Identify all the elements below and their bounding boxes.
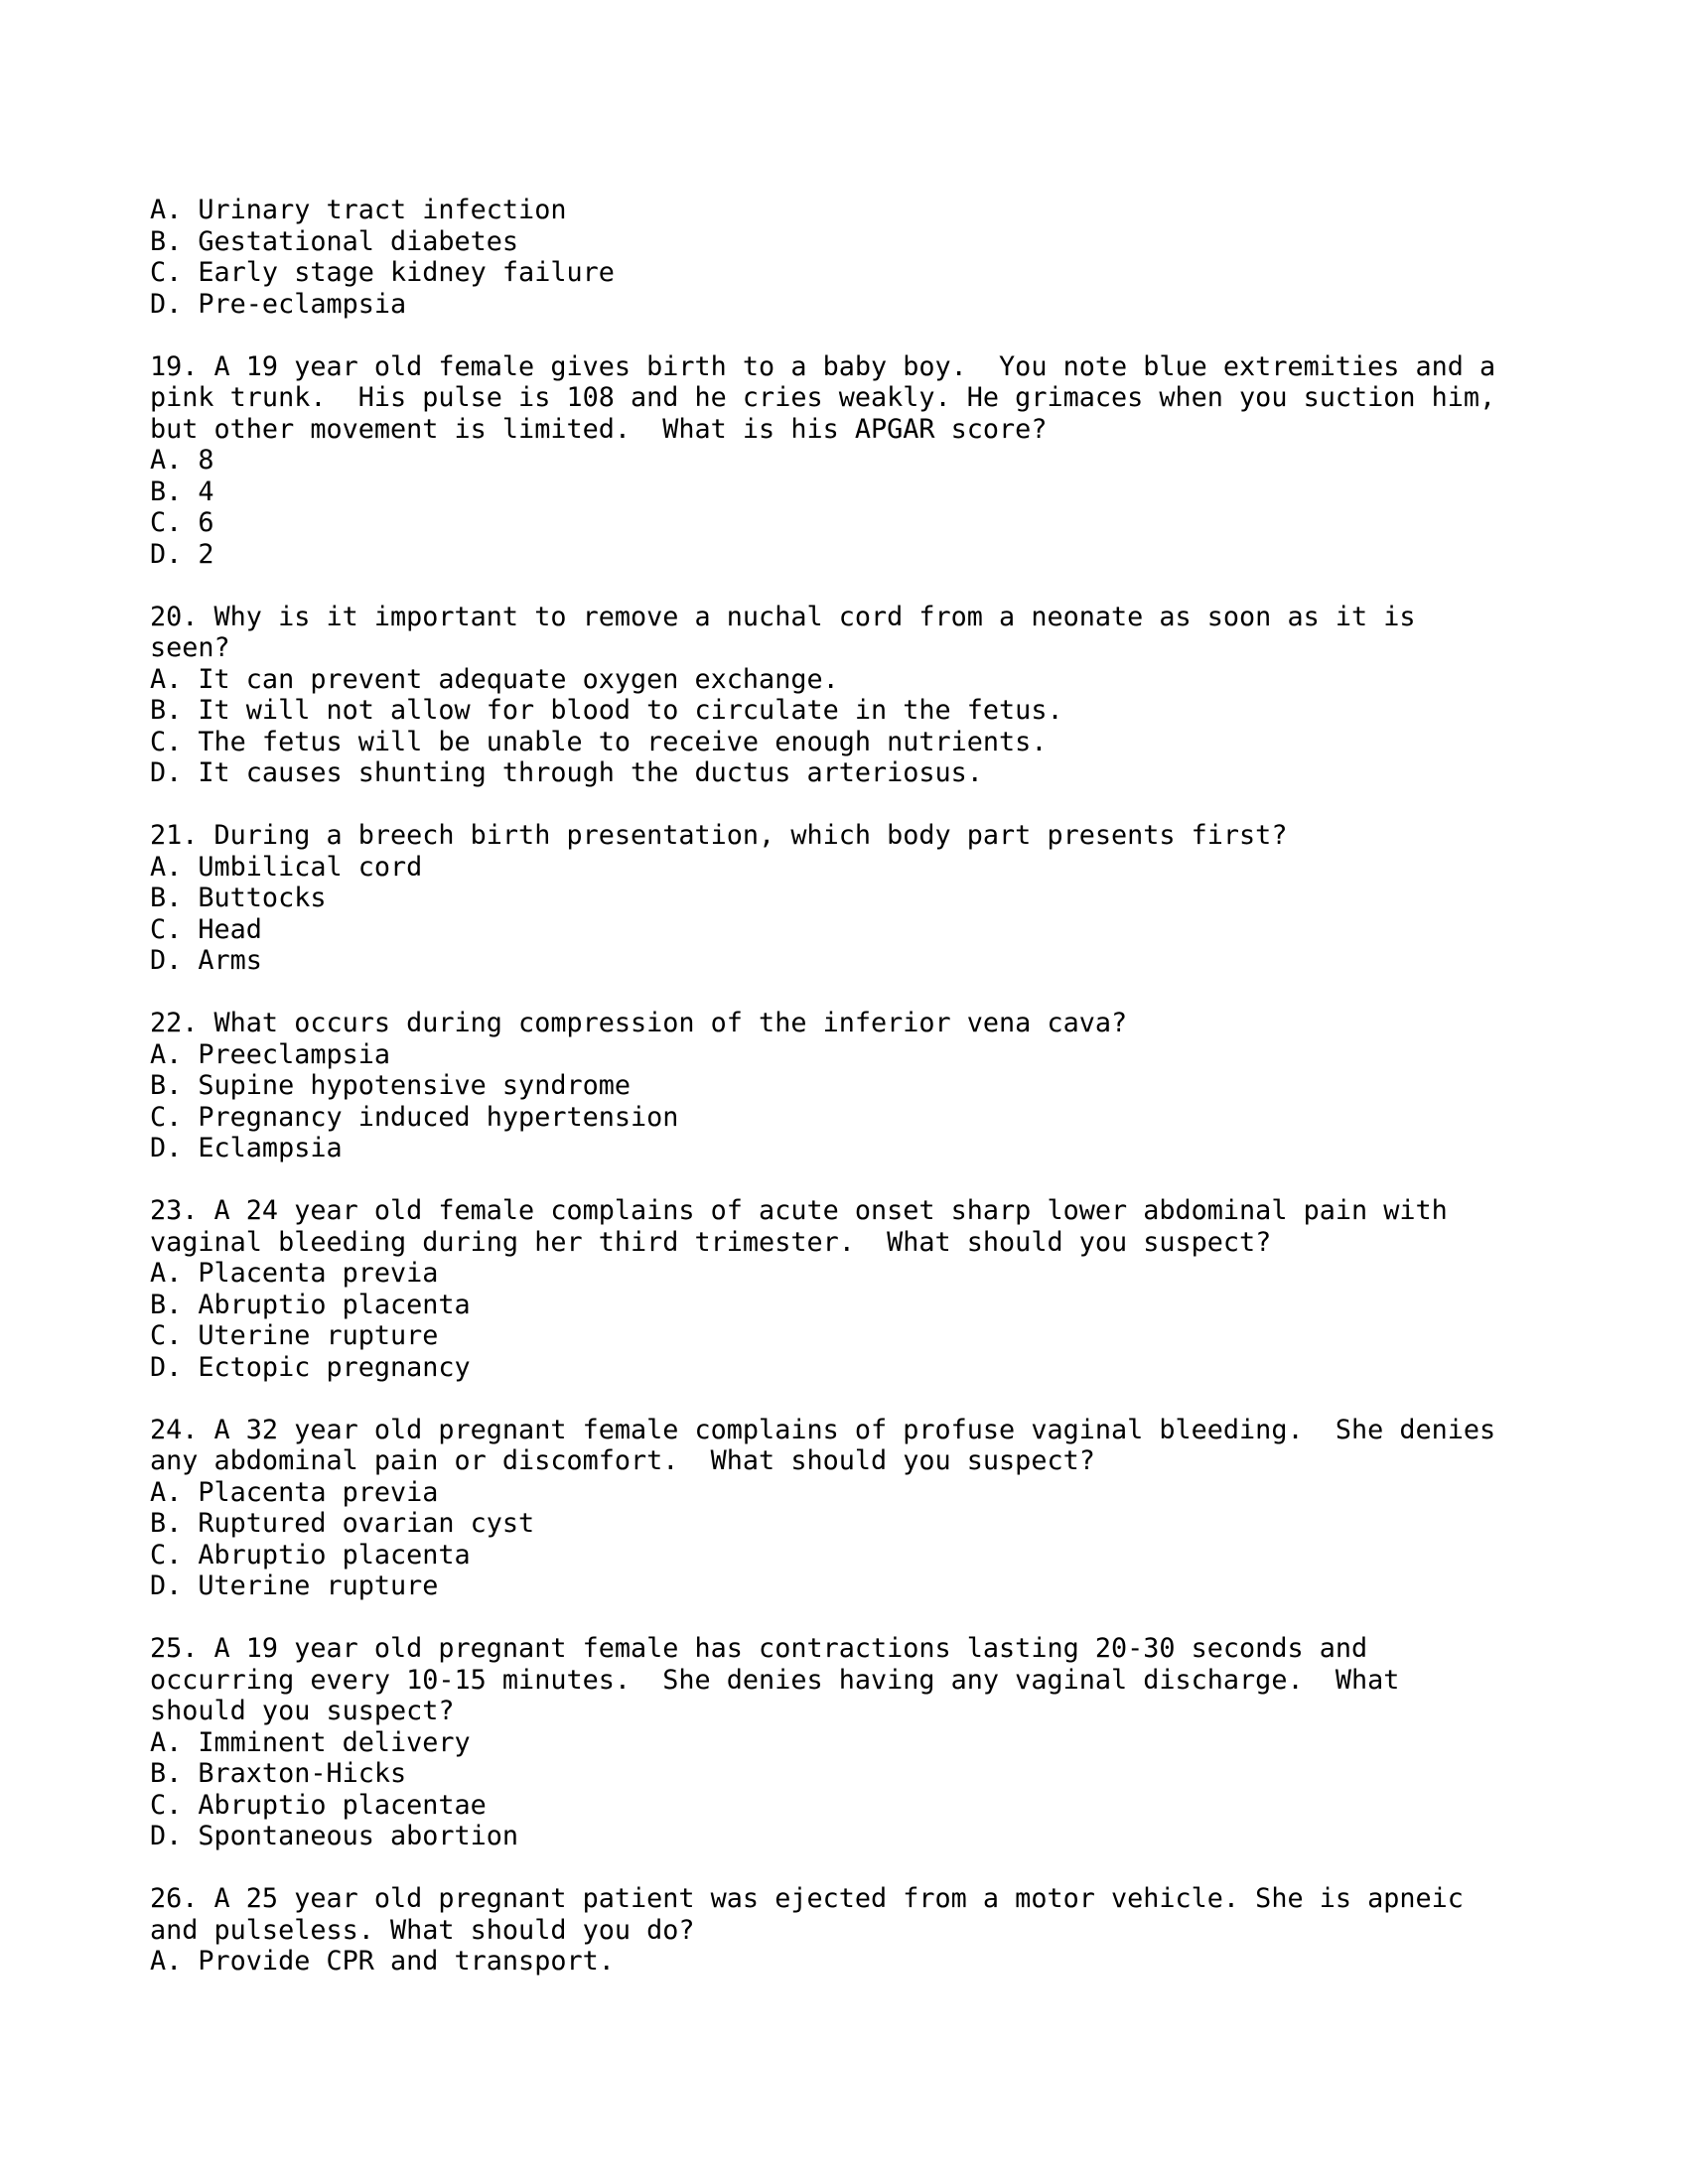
text-line: C. Pregnancy induced hypertension — [150, 1101, 679, 1133]
question-24-block — [150, 1415, 1628, 1602]
text-line: B. Gestational diabetes — [150, 225, 519, 257]
text-line: should you suspect? — [150, 1696, 455, 1726]
text-line: D. Pre-eclampsia — [150, 288, 407, 320]
question-21-block — [150, 820, 1628, 977]
text-line: vaginal bleeding during her third trimester. What should you suspect? — [150, 1226, 1272, 1258]
text-line: C. Abruptio placenta — [150, 1539, 471, 1570]
text-line: D. Ectopic pregnancy — [150, 1351, 471, 1383]
text-line: C. Head — [150, 913, 262, 945]
text-line: occurring every 10-15 minutes. She denies having any vaginal discharge. What — [150, 1664, 1400, 1696]
text-line: B. 4 — [150, 476, 214, 507]
text-line: B. It will not allow for blood to circulate in the fetus. — [150, 695, 1063, 726]
text-line: C. Abruptio placentae — [150, 1789, 487, 1821]
text-line: 21. During a breech birth presentation, which body part presents first? — [150, 820, 1288, 851]
text-line: C. The fetus will be unable to receive enough nutrients. — [150, 726, 1048, 757]
text-line: A. It can prevent adequate oxygen exchange. — [150, 663, 839, 695]
text-line: A. 8 — [150, 445, 214, 476]
question-19-block — [150, 351, 1628, 571]
text-line: 23. A 24 year old female complains of acute onset sharp lower abdominal pain with — [150, 1195, 1448, 1226]
text-line: 25. A 19 year old pregnant female has contractions lasting 20-30 seconds and — [150, 1633, 1368, 1664]
question-18-remaining-options-block — [150, 195, 1628, 320]
text-line: 22. What occurs during compression of the inferior vena cava? — [150, 1008, 1128, 1038]
question-25-block — [150, 1633, 1628, 1852]
text-line: B. Abruptio placenta — [150, 1289, 471, 1320]
text-line: 26. A 25 year old pregnant patient was ejected from a motor vehicle. She is apneic — [150, 1883, 1464, 1914]
text-line: B. Buttocks — [150, 883, 327, 913]
text-line: any abdominal pain or discomfort. What should you suspect? — [150, 1445, 1095, 1476]
text-line: 20. Why is it important to remove a nuchal cord from a neonate as soon as it is — [150, 601, 1416, 632]
text-line: C. Uterine rupture — [150, 1320, 439, 1351]
text-line: A. Placenta previa — [150, 1258, 439, 1289]
document-text-content — [150, 195, 1628, 1978]
text-line: 24. A 32 year old pregnant female complains of profuse vaginal bleeding. She denies — [150, 1414, 1496, 1445]
text-line: B. Braxton-Hicks — [150, 1758, 407, 1789]
text-line: D. Arms — [150, 945, 262, 976]
text-line: but other movement is limited. What is his APGAR score? — [150, 413, 1048, 445]
text-line: D. Uterine rupture — [150, 1570, 439, 1601]
text-line: B. Supine hypotensive syndrome — [150, 1070, 631, 1101]
text-line: D. Spontaneous abortion — [150, 1821, 519, 1851]
text-line: A. Umbilical cord — [150, 851, 423, 883]
text-line: A. Urinary tract infection — [150, 195, 567, 225]
text-line: A. Preeclampsia — [150, 1038, 390, 1070]
text-line: C. Early stage kidney failure — [150, 257, 615, 288]
text-line: D. Eclampsia — [150, 1133, 343, 1163]
text-line: pink trunk. His pulse is 108 and he cries weakly. He grimaces when you suction him, — [150, 382, 1496, 413]
question-22-block — [150, 1008, 1628, 1164]
text-line: and pulseless. What should you do? — [150, 1914, 695, 1946]
text-line: seen? — [150, 632, 230, 663]
text-line: C. 6 — [150, 507, 214, 538]
text-line: A. Provide CPR and transport. — [150, 1946, 615, 1977]
question-20-block — [150, 602, 1628, 789]
question-26-block — [150, 1883, 1628, 1978]
text-line: A. Imminent delivery — [150, 1726, 471, 1758]
question-23-block — [150, 1195, 1628, 1383]
text-line: D. It causes shunting through the ductus arteriosus. — [150, 757, 983, 788]
text-line: 19. A 19 year old female gives birth to a baby boy. You note blue extremities and a — [150, 350, 1496, 382]
text-line: B. Ruptured ovarian cyst — [150, 1508, 535, 1539]
text-line: A. Placenta previa — [150, 1476, 439, 1508]
text-line: D. 2 — [150, 538, 214, 570]
